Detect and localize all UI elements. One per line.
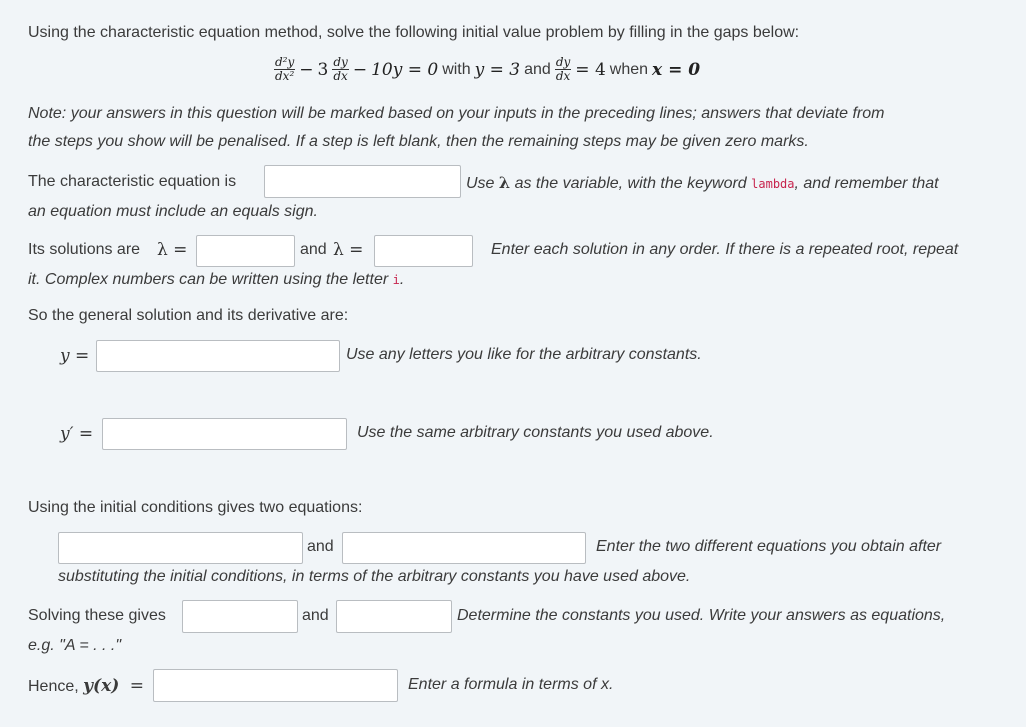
ic-hint-line-1: Enter the two different equations you obtain after: [596, 538, 942, 555]
hence-label: Hence, y(x) =: [28, 676, 144, 696]
char-eq-input[interactable]: [264, 165, 461, 198]
char-eq-label: The characteristic equation is: [28, 173, 237, 190]
ic-equation-2-input[interactable]: [342, 532, 586, 564]
ode-equation: $\frac{\text{d²y}}{\text{dx²}}$ − 3 $\frac{dy}{dx}$ − 10y = 0 with y = 3 and $\frac{dy}{dx}$ = 4 when x = 0: [275, 55, 701, 83]
solutions-and: and: [300, 241, 327, 258]
ic-and: and: [307, 538, 334, 555]
final-solution-input[interactable]: [153, 669, 398, 702]
lambda-2-input[interactable]: [374, 235, 473, 267]
solving-hint-line-2: e.g. "A = . . .": [28, 637, 122, 654]
solving-and: and: [302, 607, 329, 624]
ic-equation-1-input[interactable]: [58, 532, 303, 564]
lambda-1-input[interactable]: [196, 235, 295, 267]
derivative-hint: Use the same arbitrary constants you used above.: [357, 424, 714, 441]
lambda-equals-2: λ =: [333, 240, 364, 260]
letter-i-code: i: [392, 273, 400, 287]
initial-conditions-label: Using the initial conditions gives two equations:: [28, 499, 363, 516]
constant-1-input[interactable]: [182, 600, 298, 633]
dy-dx-fraction-ic: $\frac{dy}{dx}$: [555, 55, 571, 83]
ic-hint-line-2: substituting the initial conditions, in terms of the arbitrary constants you have used above.: [58, 568, 691, 585]
char-eq-hint-line-2: an equation must include an equals sign.: [28, 203, 318, 220]
char-eq-hint: Use λ as the variable, with the keyword lambda, and remember that: [466, 173, 939, 192]
solutions-hint-line-1: Enter each solution in any order. If there is a repeated root, repeat: [491, 241, 959, 258]
final-solution-hint: Enter a formula in terms of x.: [408, 676, 614, 693]
note-line-2: the steps you show will be penalised. If a step is left blank, then the remaining steps may be given zero marks.: [28, 133, 809, 150]
solving-label: Solving these gives: [28, 607, 166, 624]
y-of-x: y(x): [83, 676, 120, 696]
y-equals-label: y =: [60, 346, 90, 366]
y-prime-equals-label: y′ =: [60, 424, 94, 444]
dy-dx-fraction: $\frac{dy}{dx}$: [333, 55, 348, 83]
constant-2-input[interactable]: [336, 600, 452, 633]
general-solution-hint: Use any letters you like for the arbitrary constants.: [346, 346, 702, 363]
solving-hint-line-1: Determine the constants you used. Write your answers as equations,: [457, 607, 946, 624]
lambda-keyword: lambda: [751, 177, 795, 191]
lambda-symbol: λ: [498, 173, 511, 192]
note-line-1: Note: your answers in this question will be marked based on your inputs in the preceding lines; answers that deviate from: [28, 105, 885, 122]
intro-text: Using the characteristic equation method, solve the following initial value problem by filling in the gaps below:: [28, 24, 800, 41]
solutions-hint-line-2: it. Complex numbers can be written using the letter i.: [28, 271, 405, 288]
lambda-equals-1: λ =: [157, 240, 188, 260]
d2y-dx2-fraction: $\frac{\text{d²y}}{\text{dx²}}$: [275, 55, 295, 83]
ode-term: 10y = 0: [371, 59, 439, 80]
solutions-label: Its solutions are: [28, 241, 141, 258]
general-solution-label: So the general solution and its derivative are:: [28, 307, 349, 324]
initial-condition-y: y = 3: [474, 59, 521, 80]
general-solution-input[interactable]: [96, 340, 340, 372]
derivative-input[interactable]: [102, 418, 347, 450]
